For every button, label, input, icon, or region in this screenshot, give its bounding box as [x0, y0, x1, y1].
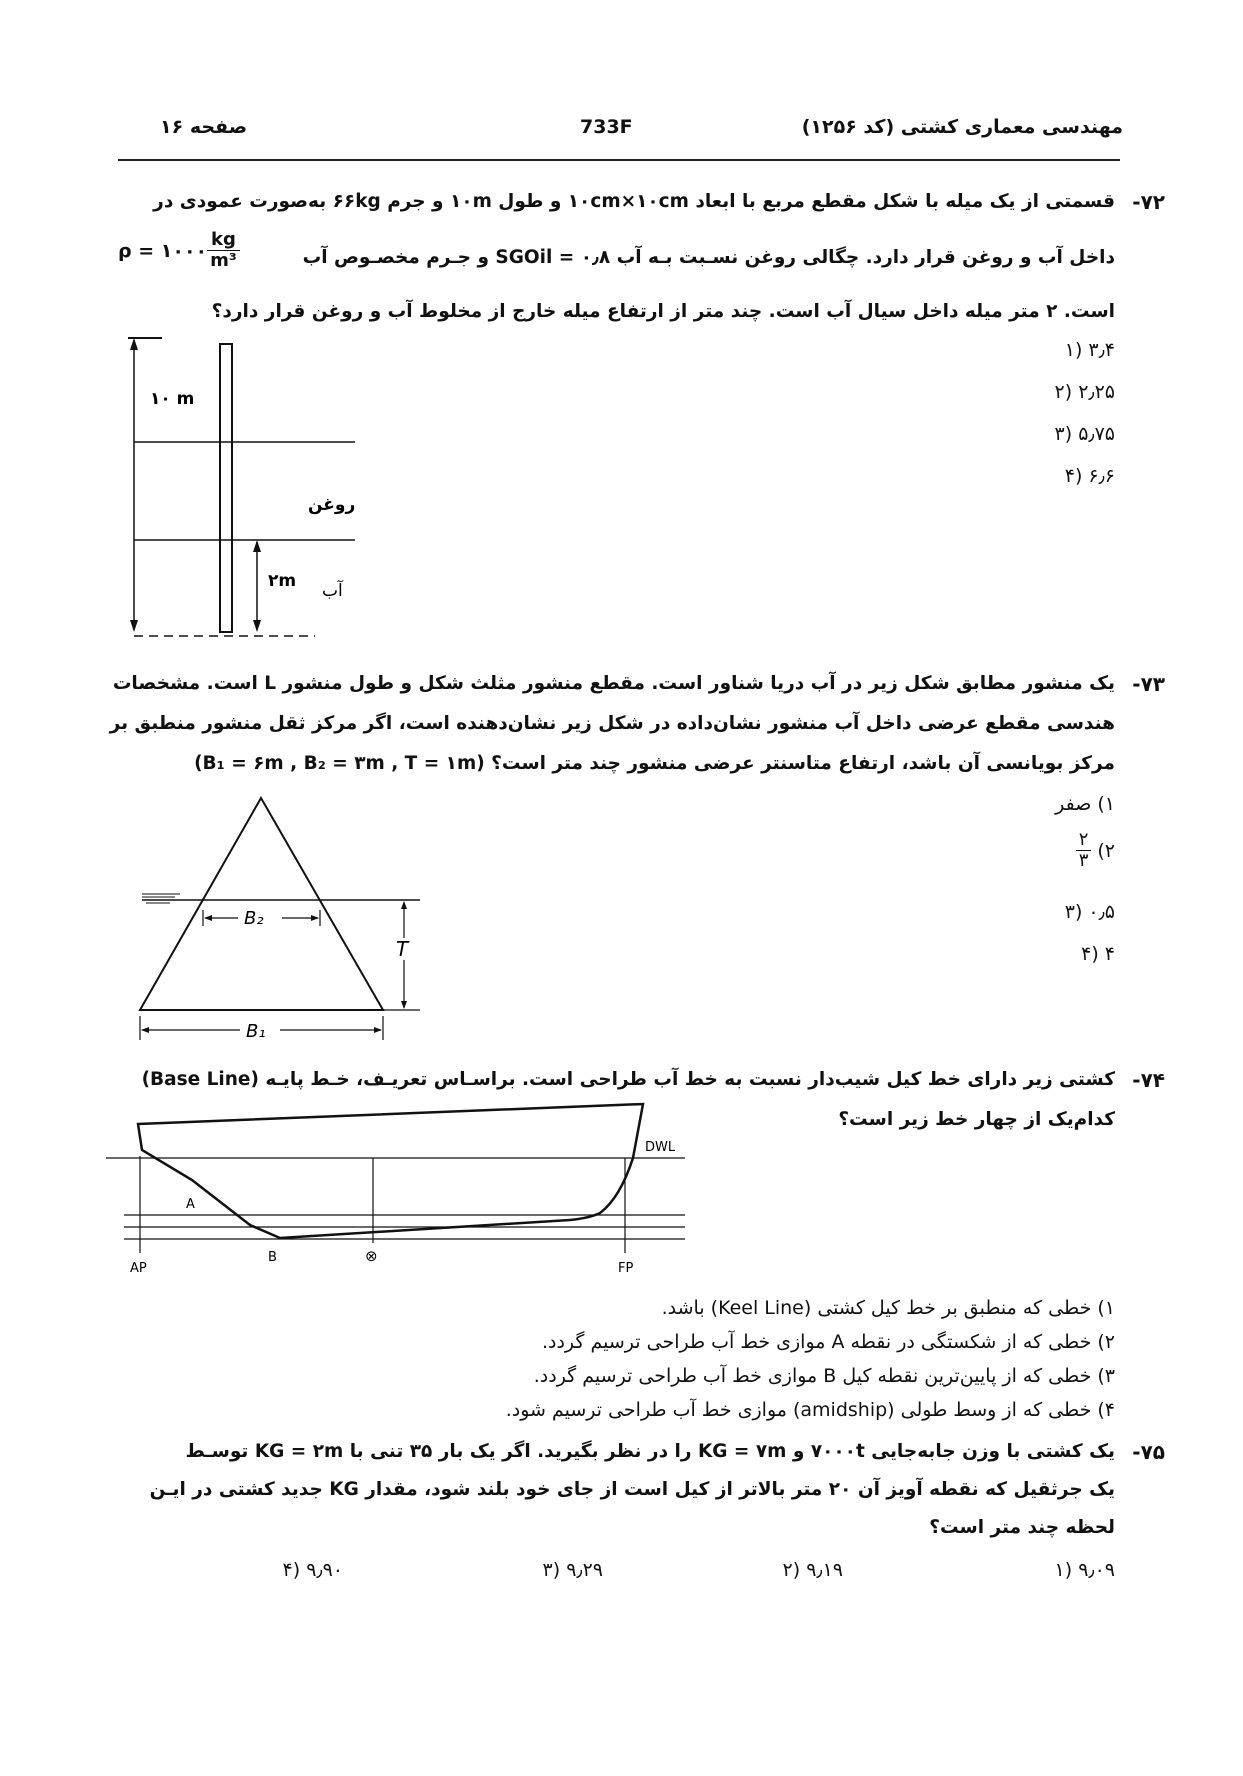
- q73-option-2[interactable]: [1076, 830, 1115, 871]
- q75-line3: لحظه چند متر است؟: [929, 1517, 1115, 1538]
- q72-label-depth: ۲m: [268, 571, 297, 591]
- q72-figure: [110, 330, 370, 640]
- q73-line1: یک منشور مطابق شکل زیر در آب دریا شناور است. مقطع منشور مثلث شکل و طول منشور L است. مشخصات: [112, 673, 1115, 694]
- q74-label-ap: AP: [130, 1261, 147, 1276]
- q74-figure: [100, 1098, 700, 1278]
- header-center: 733F: [580, 116, 633, 138]
- q72-rho-fraction: [207, 230, 240, 271]
- q74-label-b: B: [268, 1250, 277, 1265]
- q75-option-4[interactable]: ۴) ۹٫۹۰: [282, 1559, 343, 1581]
- q75-line2: یک جرثقیل که نقطه آویز آن ۲۰ متر بالاتر از کیل است از جای خود بلند شود، مقدار KG جدید کشتی در ایـن: [149, 1479, 1115, 1500]
- q73-option-2-fraction: [1076, 830, 1092, 871]
- q74-option-1[interactable]: ۱) خطی که منطبق بر خط کیل کشتی (Keel Line) باشد.: [661, 1297, 1115, 1319]
- q73-label-b2: B₂: [244, 908, 264, 929]
- q74-option-2[interactable]: ۲) خطی که از شکستگی در نقطه A موازی خط آب طراحی ترسیم گردد.: [541, 1331, 1115, 1353]
- q72-rho-num: kg: [207, 230, 240, 251]
- q73-option-2-label: ۲): [1097, 839, 1115, 862]
- q74-line2: کدام‌یک از چهار خط زیر است؟: [838, 1109, 1115, 1130]
- q72-line2: داخل آب و روغن قرار دارد. چگالی روغن نسـبت بـه آب SGOil = ۰٫۸ و جـرم مخصـوص آب: [302, 247, 1115, 268]
- q74-label-fp: FP: [618, 1261, 634, 1276]
- q73-option-3[interactable]: ۳) ۰٫۵: [1064, 901, 1115, 923]
- q72-option-4[interactable]: ۴) ۶٫۶: [1064, 465, 1115, 487]
- header-left: صفحه ۱۶: [160, 116, 248, 138]
- q72-option-3[interactable]: ۳) ۵٫۷۵: [1054, 423, 1115, 445]
- q72-option-1[interactable]: ۱) ۳٫۴: [1064, 339, 1115, 361]
- q73-line3: مرکز بویانسی آن باشد، ارتفاع متاسنتر عرضی منشور چند متر است؟ (B₁ = ۶m , B₂ = ۳m , T = ۱m): [194, 753, 1115, 774]
- q73-label-t: T: [396, 937, 409, 961]
- q72-rho-label: ρ = ۱۰۰۰: [118, 239, 208, 262]
- q72-label-length: ۱۰ m: [150, 389, 195, 409]
- q72-rho-den: m³: [210, 250, 237, 271]
- q72-number: -۷۲: [1132, 190, 1165, 214]
- q74-number: -۷۴: [1132, 1068, 1165, 1092]
- q72-line3: است. ۲ متر میله داخل سیال آب است. چند متر از ارتفاع میله خارج از مخلوط آب و روغن قرار دارد؟: [211, 301, 1115, 322]
- q73-line2: هندسی مقطع عرضی داخل آب منشور نشان‌داده در شکل زیر نشان‌دهنده است، اگر مرکز ثقل منشور منطبق بر: [109, 713, 1115, 734]
- q72-line1: قسمتی از یک میله با شکل مقطع مربع با ابعاد ۱۰cm×۱۰cm و طول ۱۰m و جرم ۶۶kg به‌صورت عمودی در: [153, 191, 1115, 212]
- header-right: مهندسی معماری کشتی (کد ۱۲۵۶): [801, 116, 1123, 138]
- q74-label-a: A: [186, 1197, 195, 1212]
- q75-option-3[interactable]: ۳) ۹٫۲۹: [542, 1559, 603, 1581]
- q73-label-b1: B₁: [246, 1021, 266, 1042]
- q73-figure: [130, 790, 430, 1055]
- q75-option-2[interactable]: ۲) ۹٫۱۹: [782, 1559, 843, 1581]
- q73-opt2-den: ۳: [1078, 850, 1089, 871]
- q73-opt2-num: ۲: [1076, 830, 1092, 851]
- q74-label-mid: ⊗: [365, 1247, 378, 1265]
- q72-rho: [118, 230, 240, 271]
- q72-label-oil: روغن: [308, 495, 356, 515]
- q74-option-4[interactable]: ۴) خطی که از وسط طولی (amidship) موازی خط آب طراحی ترسیم شود.: [505, 1399, 1115, 1421]
- q74-option-3[interactable]: ۳) خطی که از پایین‌ترین نقطه کیل B موازی خط آب طراحی ترسیم گردد.: [533, 1365, 1115, 1387]
- q73-number: -۷۳: [1132, 672, 1165, 696]
- q73-option-1[interactable]: ۱) صفر: [1055, 793, 1115, 815]
- q75-line1: یک کشتی با وزن جابه‌جایی ۷۰۰۰t و KG = ۷m را در نظر بگیرید. اگر یک بار ۳۵ تنی با KG = ۲m توسـط: [185, 1441, 1115, 1462]
- q72-label-water: آب: [322, 581, 343, 601]
- q75-option-1[interactable]: ۱) ۹٫۰۹: [1054, 1559, 1115, 1581]
- q72-option-2[interactable]: ۲) ۲٫۲۵: [1054, 381, 1115, 403]
- q74-label-dwl: DWL: [645, 1140, 676, 1155]
- header-rule: [118, 159, 1120, 161]
- q73-option-4[interactable]: ۴) ۴: [1081, 943, 1115, 965]
- q74-line1: کشتی زیر دارای خط کیل شیب‌دار نسبت به خط آب طراحی است. براسـاس تعریـف، خـط پایـه (Base Line): [141, 1069, 1115, 1090]
- q75-number: -۷۵: [1132, 1440, 1165, 1464]
